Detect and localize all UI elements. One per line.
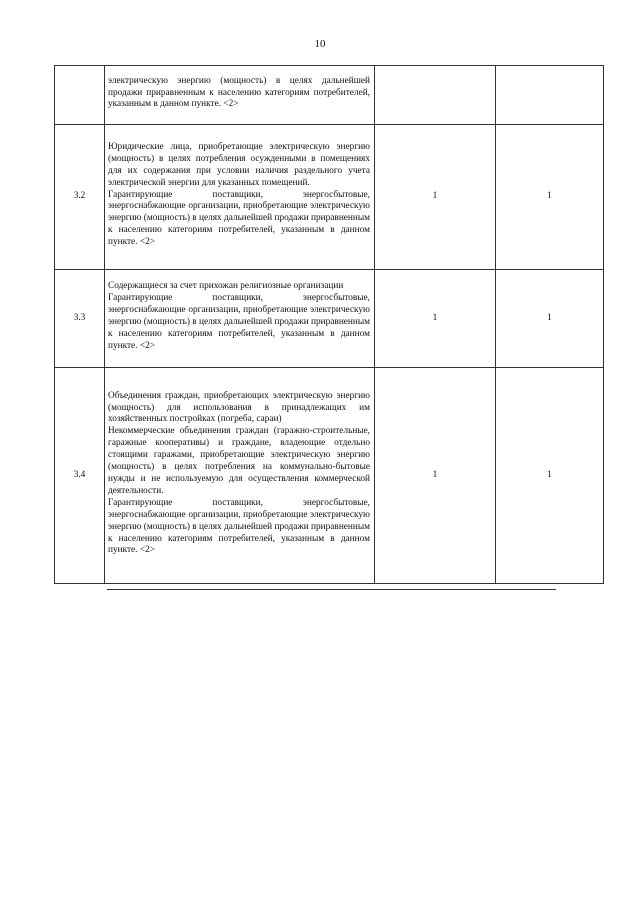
description-paragraph: Некоммерческие объединения граждан (гаражно-строительные, гаражные кооперативы) и граждане, владеющие отдельно стоящими гаражами, приобретающие электрическую энергию (мощность) в целях потребления на коммунально-бытовые нужды и не используемую для осуществления коммерческой деятельности. [108,426,370,496]
table-body [55,66,604,584]
description-paragraph: Содержащиеся за счет прихожан религиозные организации [108,281,344,292]
description-cell [105,368,375,584]
value-cell-b: 1 [496,368,604,584]
row-number-cell: 3.2 [55,125,105,270]
value-cell-b: 1 [496,125,604,270]
description-paragraph: электрическую энергию (мощность) в целях дальнейшей продажи приравненным к населению категориям потребителей, указанным в данном пункте. <2> [108,75,370,110]
value-cell-a: 1 [375,125,496,270]
description-cell [105,270,375,368]
table-row [55,125,604,270]
description-paragraph: Гарантирующие поставщики, энергосбытовые, энергоснабжающие организации, приобретающие электрическую энергию (мощность) в целях дальнейшей продажи приравненным к населению категориям потребителей, указанным в данном пункте. <2> [108,497,371,556]
value-cell-a: 1 [375,270,496,368]
row-number-cell: 3.4 [55,368,105,584]
row-number-cell: 3.3 [55,270,105,368]
value-cell-a: 1 [375,368,496,584]
tariff-table [54,65,604,584]
footnote-separator [107,589,556,590]
page-number: 10 [314,38,326,50]
value-cell-a [375,66,496,125]
table-row [55,66,604,125]
value-cell-b [496,66,604,125]
table-row [55,368,604,584]
value-cell-b: 1 [496,270,604,368]
description-paragraph: Юридические лица, приобретающие электрическую энергию (мощность) в целях потребления осужденными в помещениях для их содержания при условии наличия раздельного учета электрической энергии для указанных помещений. [108,141,370,188]
row-number-cell [55,66,105,125]
description-paragraph: Объединения граждан, приобретающих электрическую энергию (мощность) для использования в принадлежащих им хозяйственных постройках (погреба, сараи) [108,390,370,425]
description-paragraph: Гарантирующие поставщики, энергосбытовые, энергоснабжающие организации, приобретающие электрическую энергию (мощность) в целях дальнейшей продажи приравненным к населению категориям потребителей, указанным в данном пункте. <2> [108,189,371,248]
description-paragraph: Гарантирующие поставщики, энергосбытовые, энергоснабжающие организации, приобретающие электрическую энергию (мощность) в целях дальнейшей продажи приравненным к населению категориям потребителей, указанным в данном пункте. <2> [108,293,371,351]
table-row [55,270,604,368]
description-cell [105,66,375,125]
description-cell [105,125,375,270]
